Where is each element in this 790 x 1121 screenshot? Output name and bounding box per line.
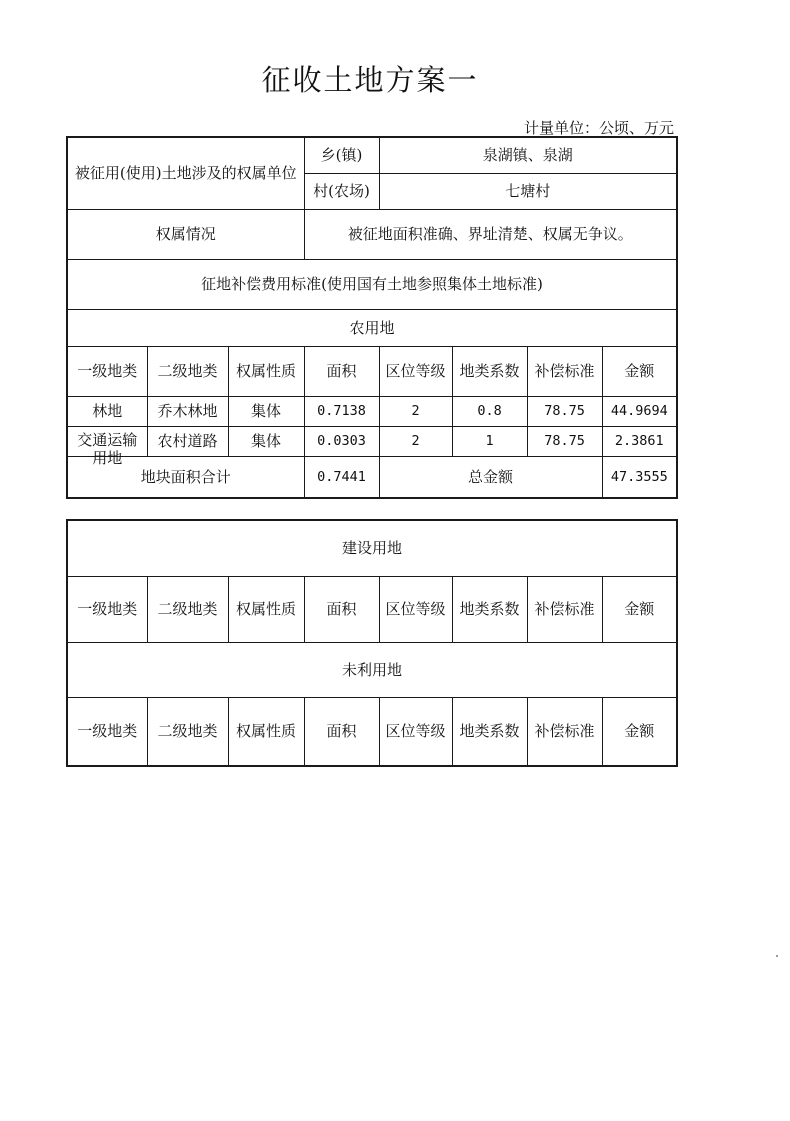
col-header: 一级地类 (67, 576, 147, 642)
ownership-value: 被征地面积准确、界址清楚、权属无争议。 (304, 209, 677, 259)
col-header: 面积 (304, 346, 379, 396)
construction-land-label: 建设用地 (67, 520, 677, 576)
col-header: 二级地类 (147, 346, 228, 396)
col-header: 金额 (602, 576, 677, 642)
cell: 78.75 (527, 396, 602, 426)
col-header: 地类系数 (452, 346, 527, 396)
other-land-table (66, 519, 678, 767)
town-value: 泉湖镇、泉湖 (379, 137, 677, 173)
village-label: 村(农场) (304, 173, 379, 209)
scan-speck (776, 955, 778, 957)
cell: 0.0303 (304, 426, 379, 456)
col-header: 权属性质 (228, 576, 304, 642)
ownership-label: 权属情况 (67, 209, 304, 259)
cell: 林地 (67, 396, 147, 426)
cell: 集体 (228, 426, 304, 456)
total-amount-label: 总金额 (379, 456, 602, 498)
col-header: 金额 (602, 697, 677, 766)
cell: 78.75 (527, 426, 602, 456)
cell-text: 交通运输用地 (77, 431, 138, 467)
cell: 0.8 (452, 396, 527, 426)
cell: 1 (452, 426, 527, 456)
col-header: 区位等级 (379, 576, 452, 642)
cell: 集体 (228, 396, 304, 426)
col-header: 区位等级 (379, 697, 452, 766)
agricultural-land-table (66, 136, 678, 499)
table-row (67, 396, 677, 426)
total-row (67, 456, 677, 498)
total-area-label: 地块面积合计 (67, 456, 304, 498)
total-area-value: 0.7441 (304, 456, 379, 498)
col-header: 面积 (304, 697, 379, 766)
cell: 2.3861 (602, 426, 677, 456)
cell (67, 426, 147, 467)
cell: 2 (379, 396, 452, 426)
total-amount-value: 47.3555 (602, 456, 677, 498)
agricultural-land-label: 农用地 (67, 309, 677, 346)
col-header: 金额 (602, 346, 677, 396)
col-header: 补偿标准 (527, 576, 602, 642)
col-header: 面积 (304, 576, 379, 642)
compensation-standard-label: 征地补偿费用标准(使用国有土地参照集体土地标准) (67, 259, 677, 309)
col-header: 一级地类 (67, 697, 147, 766)
cell: 0.7138 (304, 396, 379, 426)
owner-label: 被征用(使用)土地涉及的权属单位 (67, 137, 304, 209)
col-header: 权属性质 (228, 346, 304, 396)
cell: 2 (379, 426, 452, 456)
column-header-row (67, 576, 677, 642)
col-header: 二级地类 (147, 697, 228, 766)
col-header: 补偿标准 (527, 697, 602, 766)
column-header-row (67, 346, 677, 396)
col-header: 地类系数 (452, 697, 527, 766)
col-header: 补偿标准 (527, 346, 602, 396)
cell: 农村道路 (147, 426, 228, 456)
col-header: 地类系数 (452, 576, 527, 642)
col-header: 权属性质 (228, 697, 304, 766)
unit-label: 计量单位：公顷、万元 (523, 119, 674, 137)
unused-land-label: 未利用地 (67, 642, 677, 697)
col-header: 一级地类 (67, 346, 147, 396)
col-header: 区位等级 (379, 346, 452, 396)
cell: 乔木林地 (147, 396, 228, 426)
column-header-row (67, 697, 677, 766)
page-title: 征收土地方案一 (261, 63, 479, 97)
col-header: 二级地类 (147, 576, 228, 642)
cell: 44.9694 (602, 396, 677, 426)
village-value: 七塘村 (379, 173, 677, 209)
town-label: 乡(镇) (304, 137, 379, 173)
table-row (67, 426, 677, 456)
